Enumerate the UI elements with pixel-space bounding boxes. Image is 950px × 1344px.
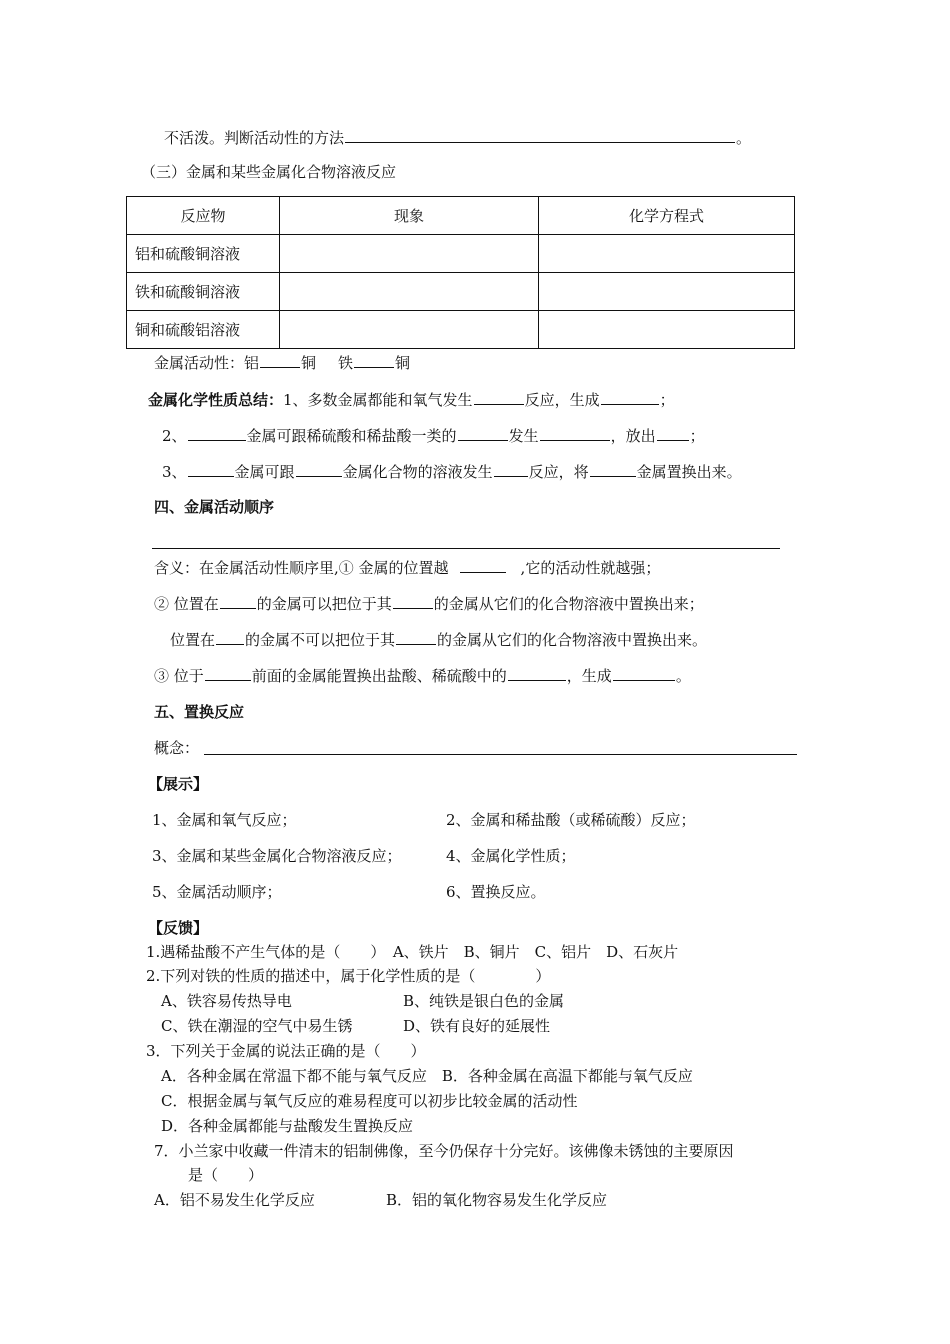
summary-line-3 <box>162 462 742 482</box>
cell-phenomenon[interactable] <box>280 235 539 273</box>
cell-reactant: 铜和硫酸铝溶液 <box>127 311 280 349</box>
intro-text: 不活泼。判断活动性的方法 <box>164 129 345 147</box>
position-text: ③ 位于 <box>154 667 204 685</box>
blank[interactable] <box>508 666 566 681</box>
display-item: 5、金属活动顺序； <box>152 883 282 901</box>
method-blank[interactable] <box>345 128 735 143</box>
concept-label: 概念： <box>154 739 200 757</box>
cell-phenomenon[interactable] <box>280 273 539 311</box>
cell-reactant: 铝和硫酸铜溶液 <box>127 235 280 273</box>
question-7-option-a[interactable]: A．铝不易发生化学反应 <box>154 1191 315 1209</box>
blank[interactable] <box>216 630 244 645</box>
feedback-heading: 【反馈】 <box>148 919 209 937</box>
cell-equation[interactable] <box>539 235 795 273</box>
blank[interactable] <box>458 426 508 441</box>
position-text: 的金属可以把位于其 <box>256 595 392 613</box>
blank[interactable] <box>393 594 433 609</box>
blank[interactable] <box>188 426 246 441</box>
position-text: 前面的金属能置换出盐酸、稀硫酸中的 <box>251 667 507 685</box>
position-text: 。 <box>675 667 691 685</box>
blank[interactable] <box>220 594 256 609</box>
header-equation: 化学方程式 <box>539 197 795 235</box>
summary-text: 金属可跟 <box>234 463 295 481</box>
position-line-2 <box>170 630 707 650</box>
summary-text: ，放出 <box>610 427 656 445</box>
question-2-option-c[interactable]: C、铁在潮湿的空气中易生锈 <box>161 1017 353 1035</box>
position-text: 的金属从它们的化合物溶液中置换出来。 <box>437 631 708 649</box>
concept-line[interactable] <box>204 754 797 755</box>
blank[interactable] <box>188 462 234 477</box>
position-line-3 <box>154 666 691 686</box>
meaning-text: 含义：在金属活动性顺序里,① 金属的位置越 <box>154 559 449 577</box>
activity-label: 金属活动性：铝 <box>154 354 260 372</box>
activity-iron: 铁 <box>338 354 354 372</box>
blank[interactable] <box>601 390 659 405</box>
cell-reactant: 铁和硫酸铜溶液 <box>127 273 280 311</box>
summary-text: 1、多数金属都能和氧气发生 <box>283 391 473 409</box>
position-text: ② 位置在 <box>154 595 219 613</box>
summary-line-1 <box>148 390 675 410</box>
summary-text: 反应，将 <box>528 463 589 481</box>
question-1: 1.遇稀盐酸不产生气体的是（ ） A、铁片 B、铜片 C、铝片 D、石灰片 <box>146 943 679 961</box>
summary-text: 3、 <box>162 463 187 481</box>
summary-text: ； <box>659 391 675 409</box>
question-2-option-a[interactable]: A、铁容易传热导电 <box>161 992 292 1010</box>
display-item: 6、置换反应。 <box>446 883 546 901</box>
section5-heading: 五、置换反应 <box>154 703 245 721</box>
question-2-option-b[interactable]: B、纯铁是银白色的金属 <box>403 992 565 1010</box>
question-3-options-ab[interactable]: A．各种金属在常温下都不能与氧气反应 B．各种金属在高温下都能与氧气反应 <box>161 1067 693 1085</box>
intro-line <box>164 128 751 148</box>
intro-suffix: 。 <box>736 129 752 147</box>
question-3-option-c[interactable]: C．根据金属与氧气反应的难易程度可以初步比较金属的活动性 <box>161 1092 578 1110</box>
blank[interactable] <box>540 426 610 441</box>
cell-equation[interactable] <box>539 311 795 349</box>
summary-title: 金属化学性质总结： <box>148 391 284 409</box>
summary-text: ； <box>689 427 705 445</box>
table-header-row <box>127 197 795 235</box>
blank[interactable] <box>396 630 436 645</box>
blank[interactable] <box>657 426 689 441</box>
blank[interactable] <box>613 666 675 681</box>
summary-line-2 <box>162 426 705 446</box>
activity-line <box>154 353 410 373</box>
section3-heading: （三）金属和某些金属化合物溶液反应 <box>141 163 397 181</box>
summary-text: 发生 <box>508 427 539 445</box>
table-row <box>127 235 795 273</box>
meaning-text: ,它的活动性就越强； <box>520 559 661 577</box>
blank[interactable] <box>296 462 342 477</box>
blank[interactable] <box>494 462 528 477</box>
position-text: 的金属从它们的化合物溶液中置换出来； <box>433 595 704 613</box>
summary-text: 金属可跟稀硫酸和稀盐酸一类的 <box>246 427 457 445</box>
header-reactant: 反应物 <box>127 197 280 235</box>
answer-line[interactable] <box>152 548 780 549</box>
display-item: 4、金属化学性质； <box>446 847 576 865</box>
blank[interactable] <box>205 666 251 681</box>
position-text: 位置在 <box>170 631 216 649</box>
meaning-line <box>154 558 660 578</box>
blank[interactable] <box>474 390 524 405</box>
section4-heading: 四、金属活动顺序 <box>154 498 275 516</box>
table-row <box>127 311 795 349</box>
activity-copper: 铜 <box>301 354 317 372</box>
question-3-option-d[interactable]: D．各种金属都能与盐酸发生置换反应 <box>161 1117 414 1135</box>
summary-text: 金属置换出来。 <box>636 463 742 481</box>
blank[interactable] <box>460 558 506 573</box>
question-3-stem: 3．下列关于金属的说法正确的是（ ） <box>146 1042 426 1060</box>
display-item: 1、金属和氧气反应； <box>152 811 297 829</box>
display-heading: 【展示】 <box>148 775 209 793</box>
position-text: 的金属不可以把位于其 <box>245 631 396 649</box>
blank[interactable] <box>354 353 394 368</box>
position-text: ，生成 <box>566 667 612 685</box>
summary-text: 金属化合物的溶液发生 <box>342 463 493 481</box>
question-7-option-b[interactable]: B．铝的氧化物容易发生化学反应 <box>386 1191 608 1209</box>
summary-text: 反应，生成 <box>524 391 600 409</box>
blank[interactable] <box>590 462 636 477</box>
display-item: 3、金属和某些金属化合物溶液反应； <box>152 847 402 865</box>
cell-phenomenon[interactable] <box>280 311 539 349</box>
header-phenomenon: 现象 <box>280 197 539 235</box>
position-line-1 <box>154 594 704 614</box>
question-7-stem-cont: 是（ ） <box>188 1166 264 1184</box>
cell-equation[interactable] <box>539 273 795 311</box>
display-item: 2、金属和稀盐酸（或稀硫酸）反应； <box>446 811 696 829</box>
reaction-table <box>126 196 795 349</box>
blank[interactable] <box>260 353 300 368</box>
summary-text: 2、 <box>162 427 187 445</box>
table-row <box>127 273 795 311</box>
question-2-stem: 2.下列对铁的性质的描述中，属于化学性质的是（ ） <box>146 967 551 985</box>
question-7-stem: 7．小兰家中收藏一件清末的铝制佛像，至今仍保存十分完好。该佛像未锈蚀的主要原因 <box>154 1142 734 1160</box>
question-2-option-d[interactable]: D、铁有良好的延展性 <box>403 1017 551 1035</box>
activity-copper: 铜 <box>395 354 411 372</box>
